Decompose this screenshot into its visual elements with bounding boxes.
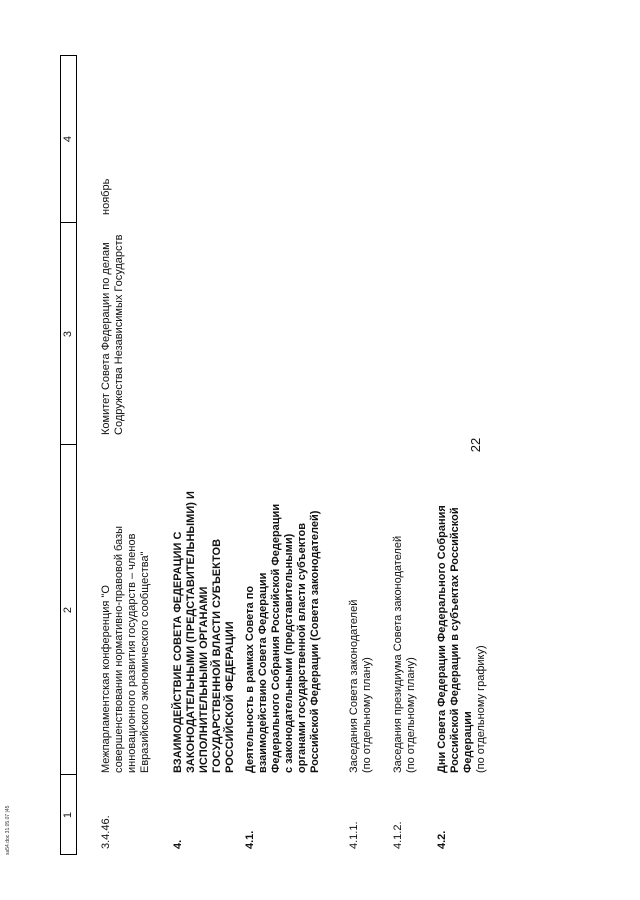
column-header-1: 1 — [62, 811, 74, 819]
row-title: Заседания президиума Совета законодателей — [392, 535, 404, 773]
row-number: 4.2. — [436, 830, 448, 849]
row-title: Дни Совета Федерации Федерального Собрания Российской Федерации в субъектах Российской Федерации — [436, 505, 474, 773]
row-title-block — [348, 503, 374, 773]
row-note: (по отдельному графику) — [475, 645, 487, 773]
column-header-3: 3 — [62, 330, 74, 338]
column-header-2: 2 — [62, 606, 74, 614]
row-number: 4.1.2. — [392, 821, 404, 849]
row-title-block — [392, 503, 418, 773]
table-header-border — [76, 55, 77, 855]
column-header-4: 4 — [62, 135, 74, 143]
row-number: 4. — [172, 839, 184, 849]
rotated-page — [5, 25, 620, 855]
page-number: 22 — [468, 437, 483, 453]
row-title: Заседания Совета законодателей — [348, 599, 360, 773]
row-title: Деятельность в рамках Совета по взаимодействию Совета Федерации Федерального Собрания Российской Федерации с законодательными (представительными) органами государственной власти субъектов Российской Федерации (Совета законодателей) — [244, 503, 321, 773]
row-note: (по отдельному плану) — [361, 657, 373, 773]
table — [60, 55, 620, 855]
row-note: (по отдельному плану) — [405, 657, 417, 773]
row-title: ВЗАИМОДЕЙСТВИЕ СОВЕТА ФЕДЕРАЦИИ С ЗАКОНОДАТЕЛЬНЫМИ (ПРЕДСТАВИТЕЛЬНЫМИ) И ИСПОЛНИТЕЛЬНЫМИ ОРГАНАМИ ГОСУДАРСТВЕННОЙ ВЛАСТИ СУБЪЕКТОВ РОССИЙСКОЙ ФЕДЕРАЦИИ — [172, 491, 236, 773]
row-title-block — [436, 503, 488, 773]
row-responsible: Комитет Совета Федерации по делам Содружества Независимых Государств — [100, 234, 125, 435]
document-footer: sa54.doc 31.05.07 |45 — [5, 805, 11, 855]
row-period: ноябрь — [100, 178, 112, 215]
row-number: 4.1. — [244, 830, 256, 849]
row-title: Межпарламентская конференция "О совершенствовании нормативно-правовой базы инновационного развития государств – членов Евразийского экономического сообщества" — [100, 525, 151, 773]
row-number: 4.1.1. — [348, 821, 360, 849]
row-number: 3.4.46. — [100, 815, 112, 849]
